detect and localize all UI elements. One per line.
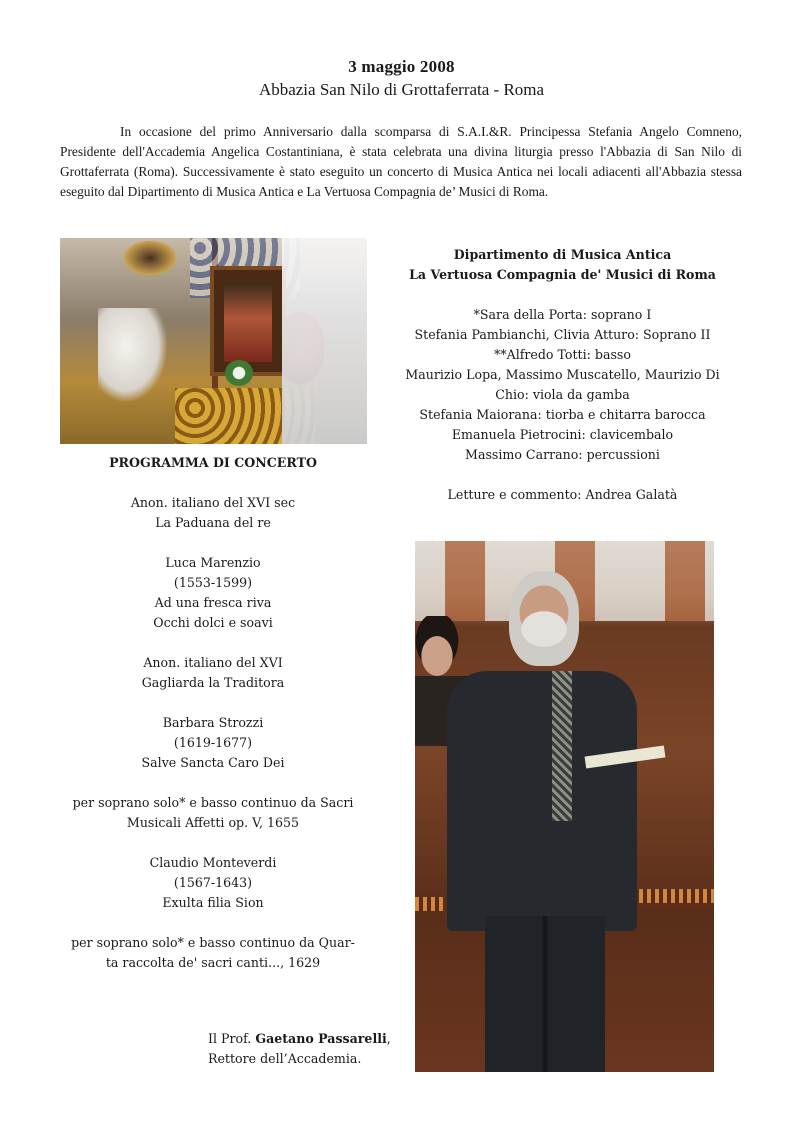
- ensemble-title-2: La Vertuosa Compagnia de' Musici di Roma: [409, 267, 716, 282]
- program-line: Luca Marenzio: [165, 555, 261, 570]
- program-line: Anon. italiano del XVI: [143, 655, 283, 670]
- performer: Chio: viola da gamba: [495, 387, 630, 402]
- ensemble-section: [375, 245, 750, 505]
- intro-text: In occasione del primo Anniversario dalla scomparsa di S.A.I.&R. Principessa Stefania Angelo Comneno, Presidente dell'Accademia Angelica Costantiniana, è stata celebrata una divina liturgia presso l'Abbazia di San Nilo di Grottaferrata (Roma). Successivamente è stato eseguito un concerto di Musica Antica nei locali adiacenti all'Abbazia stessa eseguito dal Dipartimento di Musica Antica e La Vertuosa Compagnia de’ Musici di Roma.: [60, 124, 742, 199]
- program-line: Gagliarda la Traditora: [141, 675, 285, 690]
- performer: **Alfredo Totti: basso: [494, 347, 631, 362]
- ensemble-title-1: Dipartimento di Musica Antica: [453, 247, 672, 262]
- readings-credit: Letture e commento: Andrea Galatà: [447, 487, 678, 502]
- photo-detail-speaker-figure: [447, 641, 637, 1072]
- program-line: per soprano solo* e basso continuo da Quar-: [71, 935, 355, 950]
- photo-detail-angel-statue: [98, 308, 168, 403]
- altar-icon-photo: [60, 238, 367, 444]
- photo-detail-tie: [552, 671, 572, 821]
- signature-comma: ,: [386, 1031, 391, 1046]
- event-venue: Abbazia San Nilo di Grottaferrata - Roma: [258, 80, 545, 99]
- performer: Maurizio Lopa, Massimo Muscatello, Maurizio Di: [405, 367, 720, 382]
- program-line: Barbara Strozzi: [162, 715, 264, 730]
- concert-program: [52, 453, 374, 973]
- program-line: (1619-1677): [173, 735, 253, 750]
- photo-detail-head: [509, 571, 579, 666]
- program-title: PROGRAMMA DI CONCERTO: [109, 455, 317, 470]
- speaker-photo: [415, 541, 714, 1072]
- program-line: Occhi dolci e soavi: [153, 615, 273, 630]
- program-line: Claudio Monteverdi: [149, 855, 277, 870]
- performer: Emanuela Pietrocini: clavicembalo: [451, 427, 674, 442]
- program-line: ta raccolta de' sacri canti..., 1629: [105, 955, 321, 970]
- program-line: (1567-1643): [173, 875, 253, 890]
- program-line: (1553-1599): [173, 575, 253, 590]
- program-line: Salve Sancta Caro Dei: [141, 755, 285, 770]
- signature-role: Rettore dell’Accademia.: [208, 1051, 362, 1066]
- performer: Massimo Carrano: percussioni: [465, 447, 660, 462]
- program-line: Exulta filia Sion: [162, 895, 264, 910]
- intro-paragraph: [60, 122, 742, 202]
- performer: Stefania Maiorana: tiorba e chitarra barocca: [419, 407, 706, 422]
- signature-line-1: [208, 1029, 391, 1049]
- performer: Stefania Pambianchi, Clivia Atturo: Soprano II: [414, 327, 711, 342]
- signature: [208, 1029, 391, 1069]
- program-line: per soprano solo* e basso continuo da Sacri: [72, 795, 354, 810]
- photo-detail-white-statue: [282, 238, 367, 444]
- photo-detail-trousers: [485, 916, 605, 1072]
- photo-detail-icon-frame: [210, 266, 286, 376]
- program-line: Ad una fresca riva: [154, 595, 272, 610]
- program-line: Musicali Affetti op. V, 1655: [126, 815, 300, 830]
- program-line: La Paduana del re: [155, 515, 271, 530]
- signature-name: Gaetano Passarelli: [255, 1031, 387, 1046]
- photo-detail-jacket: [447, 671, 637, 931]
- program-line: Anon. italiano del XVI sec: [130, 495, 296, 510]
- signature-prefix: Il Prof.: [208, 1031, 256, 1046]
- performer: *Sara della Porta: soprano I: [473, 307, 652, 322]
- photo-detail-flowers: [225, 360, 253, 386]
- event-date: 3 maggio 2008: [348, 57, 455, 76]
- photo-detail-madonna-icon: [224, 282, 272, 362]
